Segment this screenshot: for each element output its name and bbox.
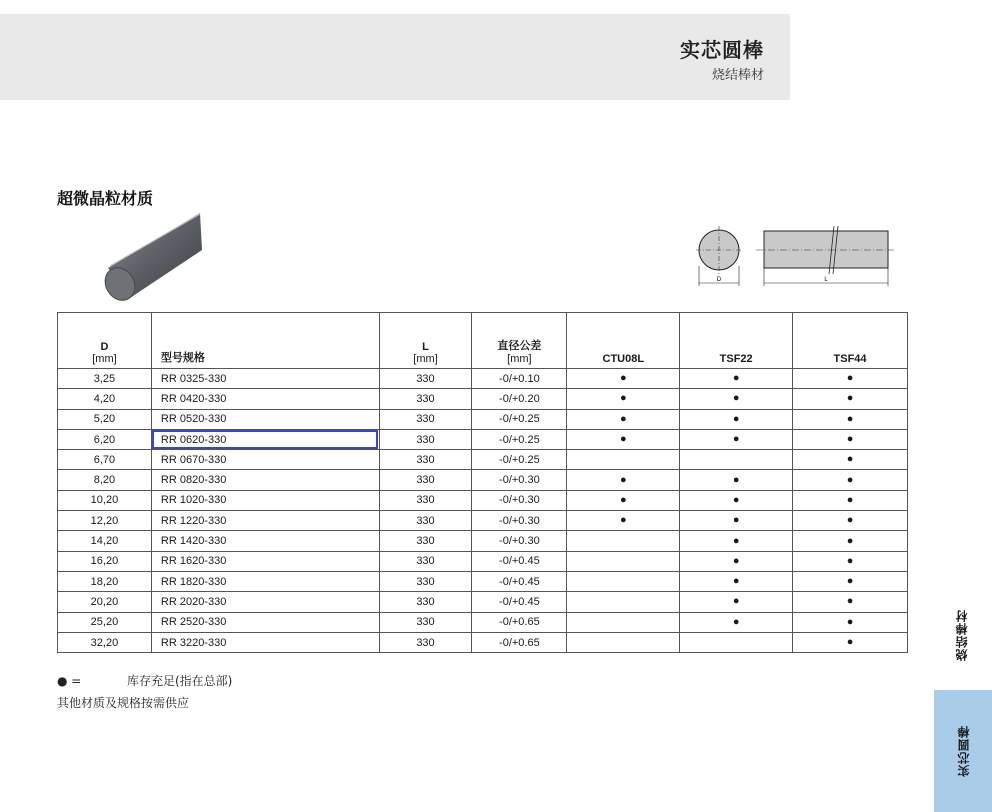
cell-length: 330 bbox=[379, 592, 472, 612]
cell-tsf22-stock: ● bbox=[680, 429, 793, 449]
cell-ctu08l-stock bbox=[567, 632, 680, 652]
cell-model[interactable]: RR 1220-330 bbox=[151, 511, 379, 531]
cell-tolerance: -0/+0.45 bbox=[472, 551, 567, 571]
cell-tsf44-stock: ● bbox=[793, 369, 908, 389]
cell-tsf22-stock: ● bbox=[680, 389, 793, 409]
availability-note: 其他材质及规格按需供应 bbox=[57, 696, 190, 710]
cell-model[interactable]: RR 3220-330 bbox=[151, 632, 379, 652]
cell-tolerance: -0/+0.25 bbox=[472, 450, 567, 470]
page-title: 实芯圆棒 bbox=[680, 38, 764, 62]
cell-tolerance: -0/+0.45 bbox=[472, 592, 567, 612]
cell-ctu08l-stock: ● bbox=[567, 409, 680, 429]
technical-drawing bbox=[696, 222, 896, 292]
cell-tolerance: -0/+0.65 bbox=[472, 632, 567, 652]
cell-model[interactable]: RR 2020-330 bbox=[151, 592, 379, 612]
cell-length: 330 bbox=[379, 632, 472, 652]
cell-tsf22-stock: ● bbox=[680, 511, 793, 531]
cell-length: 330 bbox=[379, 409, 472, 429]
cell-tsf44-stock: ● bbox=[793, 490, 908, 510]
cell-diameter: 32,20 bbox=[58, 632, 152, 652]
cell-diameter: 20,20 bbox=[58, 592, 152, 612]
side-tab-label: 烧结棒材 bbox=[954, 609, 969, 661]
table-row bbox=[58, 632, 908, 652]
cell-ctu08l-stock: ● bbox=[567, 511, 680, 531]
cell-diameter: 10,20 bbox=[58, 490, 152, 510]
cell-ctu08l-stock: ● bbox=[567, 470, 680, 490]
dimension-label-d: D bbox=[716, 277, 722, 283]
cell-diameter: 4,20 bbox=[58, 389, 152, 409]
cell-tsf44-stock: ● bbox=[793, 612, 908, 632]
rod-image bbox=[100, 208, 210, 312]
cell-tsf22-stock bbox=[680, 450, 793, 470]
cell-ctu08l-stock bbox=[567, 571, 680, 591]
table-row bbox=[58, 551, 908, 571]
cell-tsf44-stock: ● bbox=[793, 389, 908, 409]
cell-diameter: 6,20 bbox=[58, 429, 152, 449]
section-title: 超微晶粒材质 bbox=[57, 189, 154, 208]
cell-tsf44-stock: ● bbox=[793, 592, 908, 612]
cell-model[interactable]: RR 0670-330 bbox=[151, 450, 379, 470]
cell-tolerance: -0/+0.45 bbox=[472, 571, 567, 591]
table-row bbox=[58, 470, 908, 490]
cell-diameter: 8,20 bbox=[58, 470, 152, 490]
table-row bbox=[58, 612, 908, 632]
table-row bbox=[58, 450, 908, 470]
cell-length: 330 bbox=[379, 470, 472, 490]
cell-model[interactable]: RR 0820-330 bbox=[151, 470, 379, 490]
cell-model[interactable]: RR 0620-330 bbox=[151, 429, 379, 449]
table-row bbox=[58, 511, 908, 531]
table-header-row bbox=[58, 313, 908, 369]
cell-tsf44-stock: ● bbox=[793, 450, 908, 470]
column-header-tsf22: TSF22 bbox=[680, 313, 793, 369]
column-header-model: 型号规格 bbox=[151, 313, 379, 369]
cell-tolerance: -0/+0.30 bbox=[472, 511, 567, 531]
cell-tsf44-stock: ● bbox=[793, 531, 908, 551]
cell-tsf22-stock: ● bbox=[680, 490, 793, 510]
cell-tsf44-stock: ● bbox=[793, 409, 908, 429]
table-row bbox=[58, 531, 908, 551]
spec-table bbox=[57, 312, 908, 653]
side-tab-solid-round-rods[interactable] bbox=[934, 690, 992, 812]
cell-length: 330 bbox=[379, 389, 472, 409]
cell-model[interactable]: RR 1420-330 bbox=[151, 531, 379, 551]
column-header-d: D [mm] bbox=[58, 313, 152, 369]
cell-ctu08l-stock bbox=[567, 612, 680, 632]
cell-tolerance: -0/+0.10 bbox=[472, 369, 567, 389]
column-header-ctu08l: CTU08L bbox=[567, 313, 680, 369]
cell-model[interactable]: RR 1620-330 bbox=[151, 551, 379, 571]
cell-length: 330 bbox=[379, 571, 472, 591]
cell-ctu08l-stock bbox=[567, 551, 680, 571]
cell-ctu08l-stock bbox=[567, 450, 680, 470]
cell-tsf44-stock: ● bbox=[793, 470, 908, 490]
cell-tsf22-stock: ● bbox=[680, 592, 793, 612]
cell-ctu08l-stock: ● bbox=[567, 369, 680, 389]
cell-tsf22-stock bbox=[680, 632, 793, 652]
cell-ctu08l-stock: ● bbox=[567, 389, 680, 409]
legend bbox=[57, 672, 232, 689]
cell-length: 330 bbox=[379, 450, 472, 470]
table-row bbox=[58, 429, 908, 449]
cell-model[interactable]: RR 2520-330 bbox=[151, 612, 379, 632]
side-tab-sintered-rods[interactable] bbox=[946, 600, 976, 670]
table-row bbox=[58, 592, 908, 612]
cell-tsf22-stock: ● bbox=[680, 551, 793, 571]
cell-tsf44-stock: ● bbox=[793, 429, 908, 449]
cell-model[interactable]: RR 0420-330 bbox=[151, 389, 379, 409]
column-header-l: L [mm] bbox=[379, 313, 472, 369]
cell-diameter: 14,20 bbox=[58, 531, 152, 551]
cell-diameter: 16,20 bbox=[58, 551, 152, 571]
cell-tsf22-stock: ● bbox=[680, 571, 793, 591]
table-row bbox=[58, 490, 908, 510]
column-header-tsf44: TSF44 bbox=[793, 313, 908, 369]
cell-tsf44-stock: ● bbox=[793, 632, 908, 652]
table-row bbox=[58, 571, 908, 591]
cell-tsf22-stock: ● bbox=[680, 369, 793, 389]
cell-ctu08l-stock: ● bbox=[567, 490, 680, 510]
cell-tolerance: -0/+0.30 bbox=[472, 531, 567, 551]
cell-diameter: 25,20 bbox=[58, 612, 152, 632]
legend-text: 库存充足(指在总部) bbox=[127, 674, 233, 688]
cell-length: 330 bbox=[379, 612, 472, 632]
cell-length: 330 bbox=[379, 551, 472, 571]
cell-tolerance: -0/+0.20 bbox=[472, 389, 567, 409]
cell-tsf44-stock: ● bbox=[793, 571, 908, 591]
cell-model[interactable]: RR 1020-330 bbox=[151, 490, 379, 510]
cell-ctu08l-stock bbox=[567, 531, 680, 551]
cell-model[interactable]: RR 0520-330 bbox=[151, 409, 379, 429]
cell-tolerance: -0/+0.30 bbox=[472, 470, 567, 490]
cell-diameter: 5,20 bbox=[58, 409, 152, 429]
cell-ctu08l-stock: ● bbox=[567, 429, 680, 449]
column-header-tolerance: 直径公差 [mm] bbox=[472, 313, 567, 369]
cell-model[interactable]: RR 1820-330 bbox=[151, 571, 379, 591]
side-tab-label: 实芯圆棒 bbox=[956, 725, 971, 777]
cell-ctu08l-stock bbox=[567, 592, 680, 612]
cell-tsf22-stock: ● bbox=[680, 531, 793, 551]
cell-length: 330 bbox=[379, 369, 472, 389]
cell-diameter: 3,25 bbox=[58, 369, 152, 389]
cell-length: 330 bbox=[379, 531, 472, 551]
page-subtitle: 烧结棒材 bbox=[711, 68, 764, 83]
header-band bbox=[0, 14, 790, 100]
cell-tsf22-stock: ● bbox=[680, 470, 793, 490]
cell-tsf44-stock: ● bbox=[793, 511, 908, 531]
cell-diameter: 12,20 bbox=[58, 511, 152, 531]
cell-tsf22-stock: ● bbox=[680, 409, 793, 429]
cell-diameter: 18,20 bbox=[58, 571, 152, 591]
table-row bbox=[58, 369, 908, 389]
cell-model[interactable]: RR 0325-330 bbox=[151, 369, 379, 389]
cell-tolerance: -0/+0.25 bbox=[472, 429, 567, 449]
cell-length: 330 bbox=[379, 429, 472, 449]
cell-tsf22-stock: ● bbox=[680, 612, 793, 632]
legend-symbol: ● = bbox=[57, 674, 82, 688]
dimension-label-l: L bbox=[824, 277, 828, 283]
cell-tolerance: -0/+0.30 bbox=[472, 490, 567, 510]
cell-length: 330 bbox=[379, 511, 472, 531]
cell-tsf44-stock: ● bbox=[793, 551, 908, 571]
table-row bbox=[58, 389, 908, 409]
cell-tolerance: -0/+0.25 bbox=[472, 409, 567, 429]
cell-length: 330 bbox=[379, 490, 472, 510]
table-row bbox=[58, 409, 908, 429]
cell-tolerance: -0/+0.65 bbox=[472, 612, 567, 632]
cell-diameter: 6,70 bbox=[58, 450, 152, 470]
